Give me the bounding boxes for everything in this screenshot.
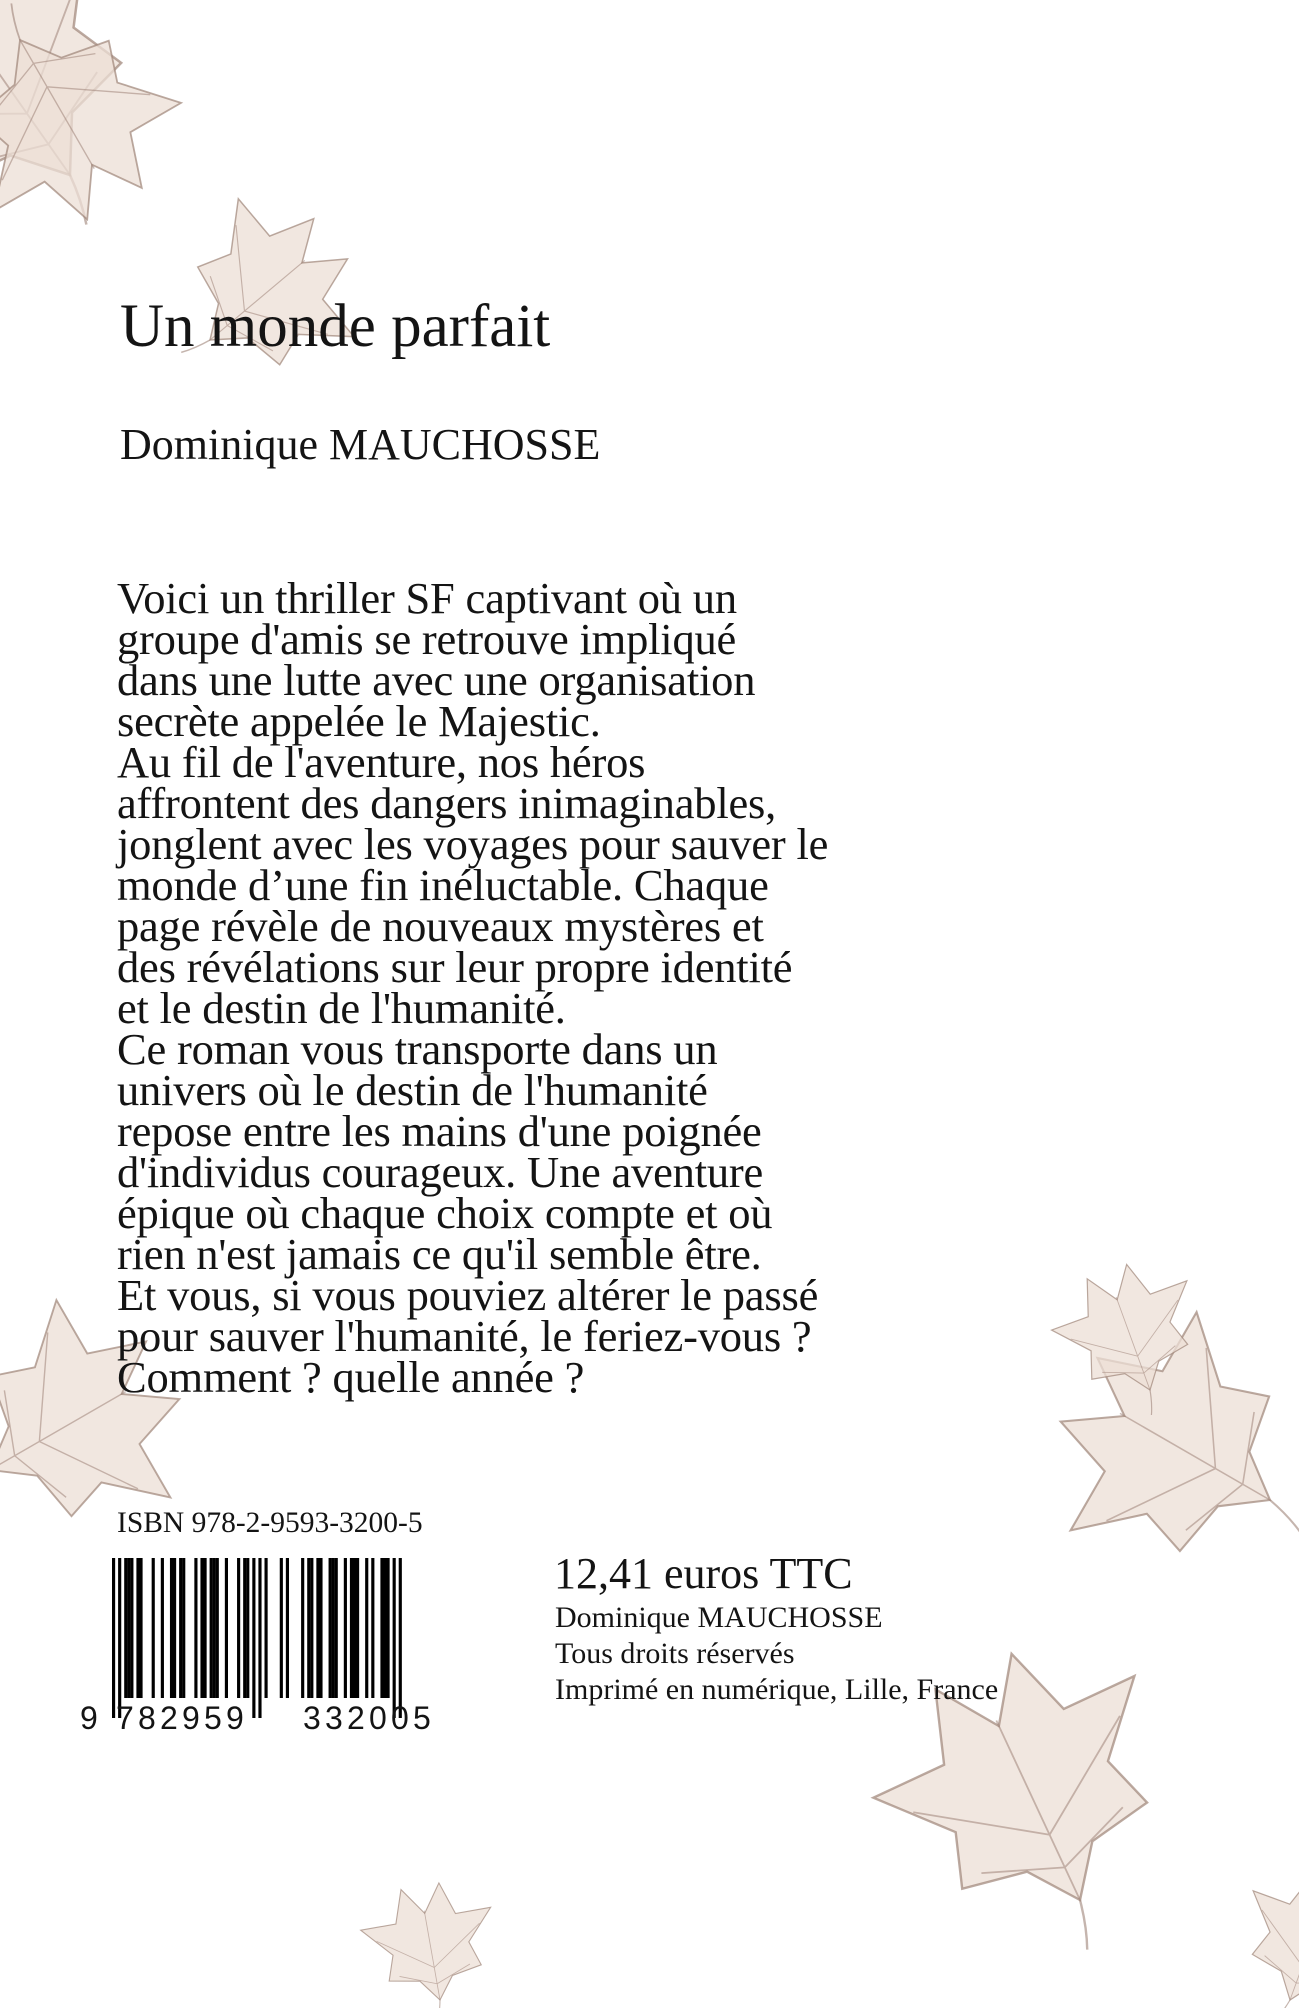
barcode-bar (243, 1558, 246, 1698)
barcode-bar (170, 1558, 173, 1698)
isbn-label: ISBN 978-2-9593-3200-5 (117, 1507, 423, 1539)
publisher-info (555, 1600, 998, 1708)
barcode-bar (356, 1558, 359, 1698)
barcode-bar (335, 1558, 338, 1698)
blurb-line: Comment ? quelle année ? (117, 1352, 585, 1402)
barcode-bar (118, 1558, 121, 1718)
barcode-bar (307, 1558, 310, 1698)
blurb-line: repose entre les mains d'une poignée (117, 1106, 762, 1156)
barcode-bar (393, 1558, 396, 1718)
barcode-bar (225, 1558, 228, 1698)
blurb-line: des révélations sur leur propre identité (117, 942, 793, 992)
barcode-bar (310, 1558, 313, 1698)
barcode-bar (319, 1558, 322, 1698)
blurb-line: monde d’une fin inéluctable. Chaque (117, 860, 769, 910)
barcode-bar (246, 1558, 249, 1698)
book-price: 12,41 euros TTC (554, 1549, 853, 1598)
barcode-bar (130, 1558, 133, 1698)
barcode-bar (204, 1558, 207, 1698)
barcode-bar (124, 1558, 127, 1698)
barcode-bar (216, 1558, 219, 1698)
blurb-line: Ce roman vous transporte dans un (117, 1024, 718, 1074)
book-title: Un monde parfait (120, 293, 551, 360)
blurb-line: épique où chaque choix compte et où (117, 1188, 773, 1238)
barcode-bar (210, 1558, 213, 1698)
blurb-line: affrontent des dangers inimaginables, (117, 778, 777, 828)
barcode-bar (161, 1558, 164, 1698)
blurb-line: rien n'est jamais ce qu'il semble être. (117, 1229, 762, 1279)
barcode-bar (152, 1558, 155, 1698)
barcode-bar (182, 1558, 185, 1698)
barcode-bar (136, 1558, 139, 1698)
blurb-paragraph (117, 1024, 1017, 1279)
barcode-bar (200, 1558, 203, 1698)
barcode-bar (139, 1558, 142, 1698)
barcode-bar (332, 1558, 335, 1698)
barcode-bar (237, 1558, 240, 1698)
barcode-bar (265, 1558, 268, 1698)
barcode-bar (383, 1558, 386, 1698)
barcode-bar (353, 1558, 356, 1698)
barcode-bar (194, 1558, 197, 1698)
blurb-line: dans une lutte avec une organisation (117, 655, 756, 705)
barcode-bar (344, 1558, 347, 1698)
barcode-bar (252, 1558, 255, 1718)
blurb-paragraph (117, 737, 1017, 1033)
barcode-bar (301, 1558, 304, 1698)
back-cover-blurb (117, 573, 1017, 1402)
barcode-bar (127, 1558, 130, 1698)
barcode-right-digits: 332005 (303, 1700, 435, 1736)
blurb-line: et le destin de l'humanité. (117, 983, 566, 1033)
blurb-line: groupe d'amis se retrouve impliqué (117, 614, 737, 664)
leaf-bottom-center (355, 1875, 509, 2008)
barcode-bar (350, 1558, 353, 1698)
blurb-paragraph (117, 1270, 1017, 1402)
blurb-paragraph (117, 573, 1017, 746)
barcode-bar (286, 1558, 289, 1698)
barcode-left-digits: 782959 (116, 1700, 248, 1736)
barcode-bar (380, 1558, 383, 1698)
book-author: Dominique MAUCHOSSE (120, 420, 601, 469)
publisher-author: Dominique MAUCHOSSE (555, 1601, 883, 1634)
barcode-bar (371, 1558, 374, 1698)
blurb-line: univers où le destin de l'humanité (117, 1065, 708, 1115)
barcode-bar (387, 1558, 390, 1698)
blurb-line: jonglent avec les voyages pour sauver le (117, 819, 829, 869)
rights-notice: Tous droits réservés (555, 1637, 795, 1670)
barcode-bar (258, 1558, 261, 1718)
blurb-line: pour sauver l'humanité, le feriez-vous ? (117, 1311, 812, 1361)
barcode-bar (112, 1558, 115, 1718)
barcode-bar (173, 1558, 176, 1698)
barcode-bar (213, 1558, 216, 1698)
barcode-bar (399, 1558, 402, 1718)
barcode-bar (179, 1558, 182, 1698)
barcode-bar (316, 1558, 319, 1698)
printing-info: Imprimé en numérique, Lille, France (555, 1673, 999, 1706)
blurb-line: d'individus courageux. Une aventure (117, 1147, 764, 1197)
blurb-line: Et vous, si vous pouviez altérer le passé (117, 1270, 819, 1320)
barcode-bar (329, 1558, 332, 1698)
blurb-line: Au fil de l'aventure, nos héros (117, 737, 646, 787)
barcode-bar (280, 1558, 283, 1698)
leaf-bottom-right (1214, 1857, 1299, 2008)
barcode-first-digit: 9 (80, 1700, 98, 1736)
blurb-line: secrète appelée le Majestic. (117, 696, 601, 746)
barcode-bar (365, 1558, 368, 1698)
blurb-line: Voici un thriller SF captivant où un (117, 573, 737, 623)
blurb-line: page révèle de nouveaux mystères et (117, 901, 764, 951)
